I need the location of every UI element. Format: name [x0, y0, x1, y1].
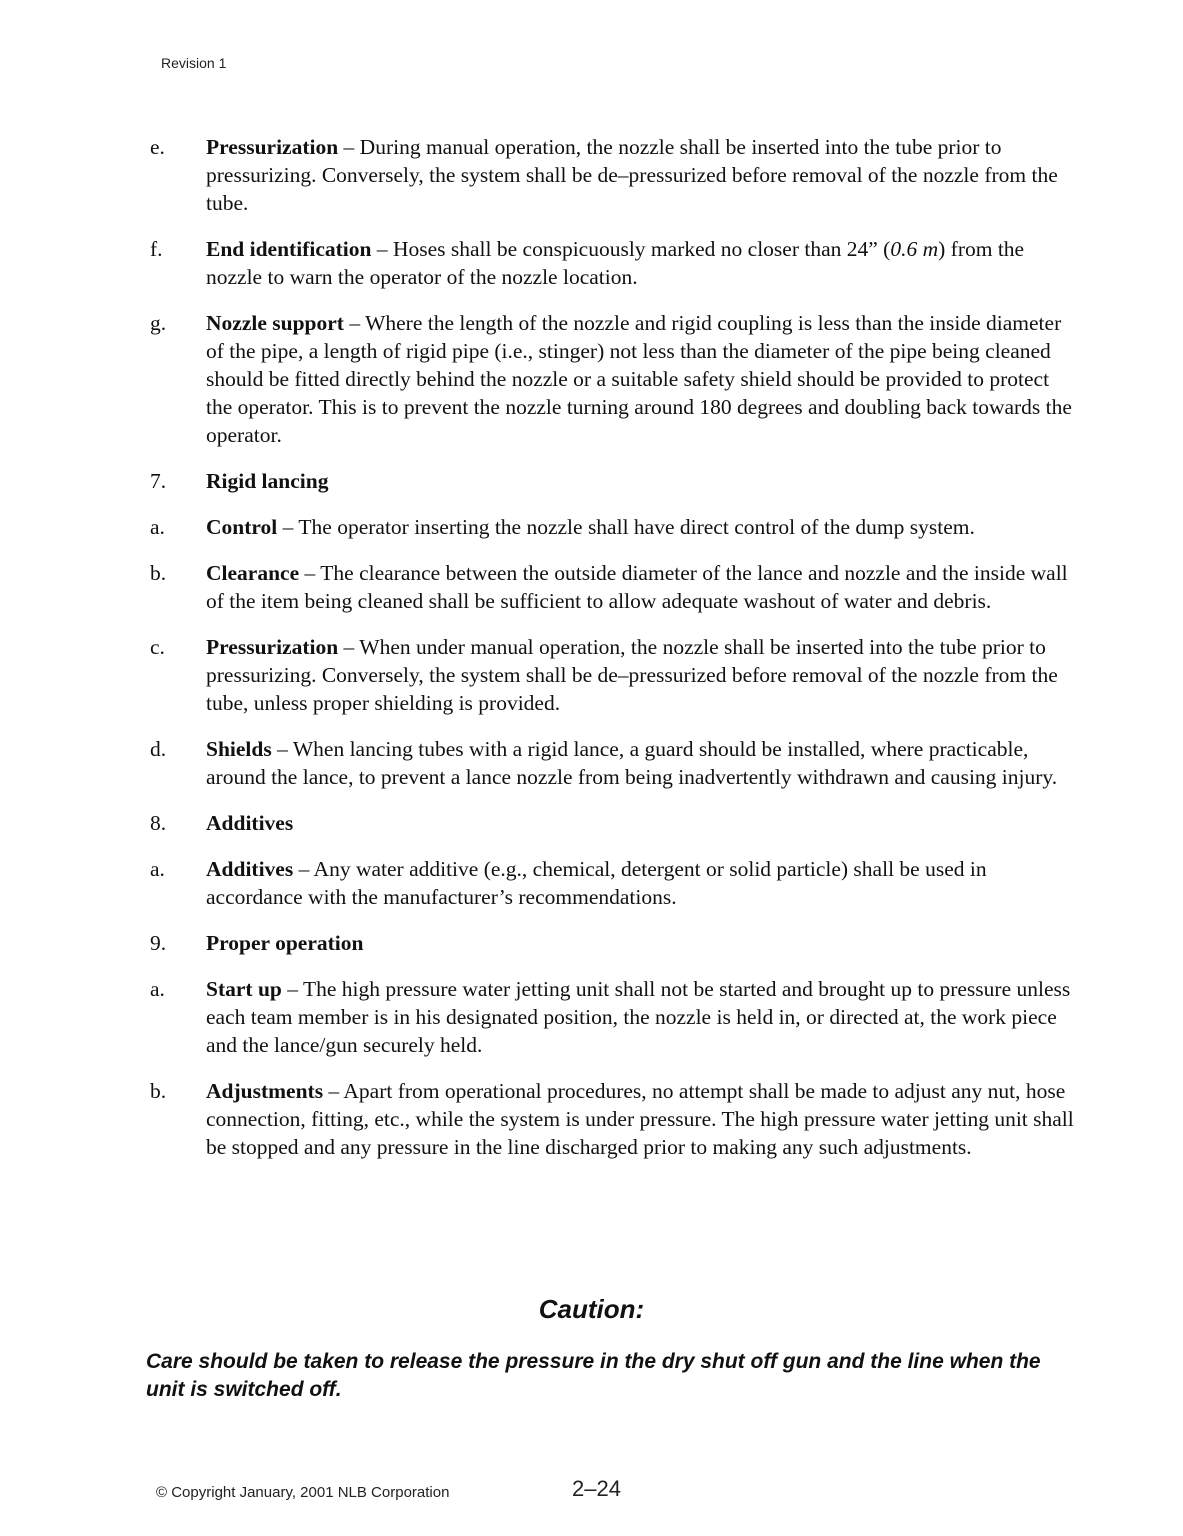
item-text: The clearance between the outside diameter of the lance and nozzle and the inside wall of the item being cleaned shall be sufficient to allow adequate washout of water and debris.	[206, 561, 1068, 613]
item-text: During manual operation, the nozzle shall be inserted into the tube prior to pressurizing. Conversely, the system shall be de–pressurized before removal of the nozzle from the tube.	[206, 135, 1058, 215]
list-item	[150, 975, 1075, 1059]
item-body: Additives – Any water additive (e.g., chemical, detergent or solid particle) shall be used in accordance with the manufacturer’s recommendations.	[206, 857, 987, 909]
page-number: 2–24	[572, 1476, 621, 1501]
section-number: 8.	[150, 811, 167, 835]
item-term: Additives	[206, 857, 294, 881]
section-title: Rigid lancing	[206, 469, 329, 493]
item-marker: b.	[150, 1079, 167, 1103]
item-marker: a.	[150, 977, 165, 1001]
item-body: End identification – Hoses shall be conspicuously marked no closer than 24” (0.6 m) from the nozzle to warn the operator of the nozzle location.	[206, 237, 1025, 289]
item-text: The high pressure water jetting unit shall not be started and brought up to pressure unless each team member is in his designated position, the nozzle is held in, or directed at, the work piece and the lance/gun securely held.	[206, 977, 1071, 1057]
item-marker: b.	[150, 561, 167, 585]
item-term: End identification	[206, 237, 372, 261]
caution-title: Caution:	[538, 1294, 645, 1324]
item-text: The operator inserting the nozzle shall have direct control of the dump system.	[298, 515, 975, 539]
section-title: Additives	[206, 811, 294, 835]
item-marker: a.	[150, 515, 165, 539]
item-marker: g.	[150, 311, 167, 335]
item-text: When lancing tubes with a rigid lance, a guard should be installed, where practicable, around the lance, to prevent a lance nozzle from being inadvertently withdrawn and causing injury.	[206, 737, 1058, 789]
list-item	[150, 309, 1075, 449]
list-item	[150, 855, 1075, 911]
revision-label: Revision 1	[161, 55, 227, 71]
caution-text: Care should be taken to release the pressure in the dry shut off gun and the line when the unit is switched off.	[146, 1350, 1041, 1401]
document-body	[150, 133, 1075, 1179]
list-item	[150, 735, 1075, 791]
list-item	[150, 1077, 1075, 1161]
item-marker: c.	[150, 635, 165, 659]
section-heading	[150, 809, 1075, 837]
section-heading	[150, 929, 1075, 957]
list-item	[150, 133, 1075, 217]
item-marker: f.	[150, 237, 163, 261]
item-term: Control	[206, 515, 278, 539]
list-item	[150, 513, 1075, 541]
list-item	[150, 633, 1075, 717]
item-marker: d.	[150, 737, 167, 761]
item-marker: a.	[150, 857, 165, 881]
item-text: Where the length of the nozzle and rigid coupling is less than the inside diameter of the pipe, a length of rigid pipe (i.e., stinger) not less than the diameter of the pipe being cleaned should be fitted directly behind the nozzle or a suitable safety shield should be provided to protect the operator. This is to prevent the nozzle turning around 180 degrees and doubling back towards the operator.	[206, 311, 1072, 447]
item-term: Pressurization	[206, 635, 339, 659]
item-body: Shields – When lancing tubes with a rigid lance, a guard should be installed, where practicable, around the lance, to prevent a lance nozzle from being inadvertently withdrawn and causing injury.	[206, 737, 1058, 789]
item-text-italic: 0.6 m	[890, 237, 939, 261]
item-text: ) from the nozzle to warn the operator of the nozzle location.	[206, 237, 1025, 289]
item-body: Pressurization – During manual operation, the nozzle shall be inserted into the tube prior to pressurizing. Conversely, the system shall be de–pressurized before removal of the nozzle from the tube.	[206, 135, 1058, 215]
item-body: Start up – The high pressure water jetting unit shall not be started and brought up to pressure unless each team member is in his designated position, the nozzle is held in, or directed at, the work piece and the lance/gun securely held.	[206, 977, 1071, 1057]
list-item	[150, 235, 1075, 291]
item-text: Hoses shall be conspicuously marked no closer than 24” (	[392, 237, 891, 261]
item-marker: e.	[150, 135, 165, 159]
list-item	[150, 559, 1075, 615]
item-term: Nozzle support	[206, 311, 344, 335]
item-body: Adjustments – Apart from operational procedures, no attempt shall be made to adjust any nut, hose connection, fitting, etc., while the system is under pressure. The high pressure water jetting unit shall be stopped and any pressure in the line discharged prior to making any such adjustments.	[206, 1079, 1074, 1159]
item-body: Nozzle support – Where the length of the nozzle and rigid coupling is less than the inside diameter of the pipe, a length of rigid pipe (i.e., stinger) not less than the diameter of the pipe being cleaned should be fitted directly behind the nozzle or a suitable safety shield should be provided to protect the operator. This is to prevent the nozzle turning around 180 degrees and doubling back towards the operator.	[206, 311, 1072, 447]
item-term: Clearance	[206, 561, 300, 585]
item-term: Shields	[206, 737, 272, 761]
item-body: Clearance – The clearance between the outside diameter of the lance and nozzle and the inside wall of the item being cleaned shall be sufficient to allow adequate washout of water and debris.	[206, 561, 1068, 613]
item-term: Start up	[206, 977, 282, 1001]
item-body: Control – The operator inserting the nozzle shall have direct control of the dump system.	[206, 515, 975, 539]
section-number: 9.	[150, 931, 167, 955]
copyright-notice: © Copyright January, 2001 NLB Corporation	[156, 1484, 450, 1501]
section-heading	[150, 467, 1075, 495]
item-term: Adjustments	[206, 1079, 324, 1103]
item-term: Pressurization	[206, 135, 339, 159]
item-text: Any water additive (e.g., chemical, detergent or solid particle) shall be used in accordance with the manufacturer’s recommendations.	[206, 857, 987, 909]
item-body: Pressurization – When under manual operation, the nozzle shall be inserted into the tube prior to pressurizing. Conversely, the system shall be de–pressurized before removal of the nozzle from the tube, unless proper shielding is provided.	[206, 635, 1058, 715]
section-number: 7.	[150, 469, 167, 493]
item-text: Apart from operational procedures, no attempt shall be made to adjust any nut, hose connection, fitting, etc., while the system is under pressure. The high pressure water jetting unit shall be stopped and any pressure in the line discharged prior to making any such adjustments.	[206, 1079, 1074, 1159]
section-title: Proper operation	[206, 931, 364, 955]
item-text: When under manual operation, the nozzle shall be inserted into the tube prior to pressurizing. Conversely, the system shall be de–pressurized before removal of the nozzle from the tube, unless proper shielding is provided.	[206, 635, 1058, 715]
